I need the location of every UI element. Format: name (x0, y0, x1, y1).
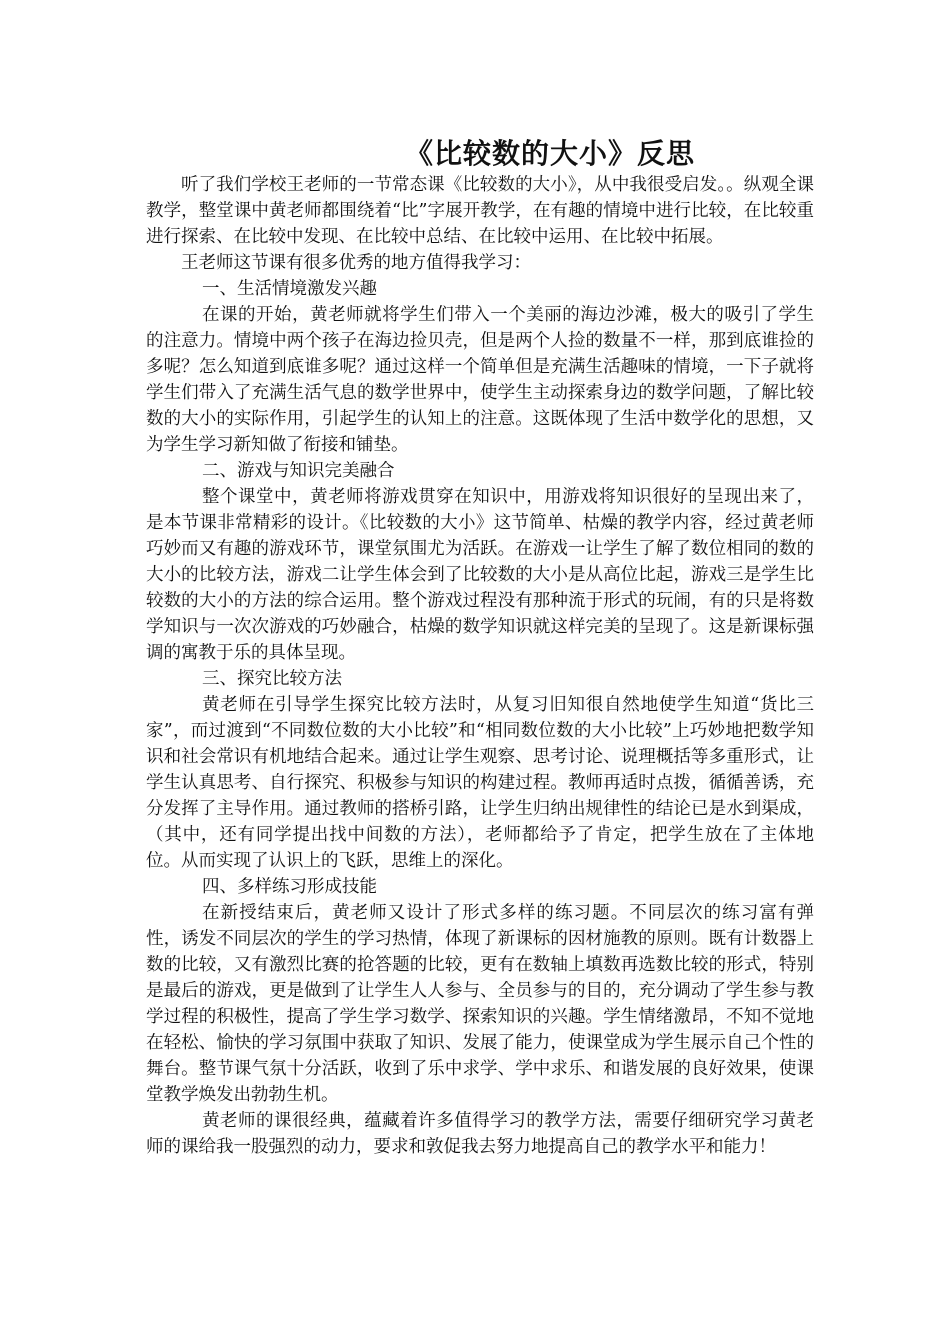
closing-paragraph: 黄老师的课很经典，蕴藏着许多值得学习的教学方法，需要仔细研究学习黄老师的课给我一股强烈的动力，要求和敦促我去努力地提高自己的教学水平和能力！ (146, 1111, 814, 1157)
paragraph-intro: 听了我们学校王老师的一节常态课《比较数的大小》，从中我很受启发。。纵观全课教学，整堂课中黄老师都围绕着“比”字展开教学，在有趣的情境中进行比较，在比较重进行探索、在比较中发现、在比较中总结、在比较中运用、在比较中拓展。 (146, 175, 814, 247)
section-heading-3: 三、探究比较方法 (202, 669, 342, 689)
document-body (146, 172, 814, 1160)
section-paragraph-4: 在新授结束后，黄老师又设计了形式多样的练习题。不同层次的练习富有弹性，诱发不同层次的学生的学习热情，体现了新课标的因材施教的原则。既有计数器上数的比较，又有激烈比赛的抢答题的比较，更有在数轴上填数再选数比较的形式，特别是最后的游戏，更是做到了让学生人人参与、全员参与的目的，充分调动了学生参与教学过程的积极性，提高了学生学习数学、探索知识的兴趣。学生情绪激昂，不知不觉地在轻松、愉快的学习氛围中获取了知识、发展了能力，使课堂成为学生展示自己个性的舞台。整节课气氛十分活跃，收到了乐中求学、学中求乐、和谐发展的良好效果，使课堂教学焕发出勃勃生机。 (146, 903, 814, 1105)
section-heading-2: 二、游戏与知识完美融合 (202, 461, 395, 481)
section-heading-1: 一、生活情境激发兴趣 (202, 279, 377, 299)
section-paragraph-3: 黄老师在引导学生探究比较方法时，从复习旧知很自然地使学生知道“货比三家”，而过渡到“不同数位数的大小比较”和“相同数位数的大小比较”上巧妙地把数学知识和社会常识有机地结合起来。通过让学生观察、思考讨论、说理概括等多重形式，让学生认真思考、自行探究、积极参与知识的构建过程。教师再适时点拨，循循善诱，充分发挥了主导作用。通过教师的搭桥引路，让学生归纳出规律性的结论已是水到渠成，（其中，还有同学提出找中间数的方法），老师都给予了肯定，把学生放在了主体地位。从而实现了认识上的飞跃，思维上的深化。 (146, 695, 814, 871)
document-title: 《比较数的大小》反思 (404, 137, 695, 170)
paragraph-lead: 王老师这节课有很多优秀的地方值得我学习： (181, 253, 531, 273)
section-paragraph-1: 在课的开始，黄老师就将学生们带入一个美丽的海边沙滩，极大的吸引了学生的注意力。情境中两个孩子在海边捡贝壳，但是两个人捡的数量不一样，那到底谁捡的多呢？怎么知道到底谁多呢？通过这样一个简单但是充满生活趣味的情境，一下子就将学生们带入了充满生活气息的数学世界中，使学生主动探索身边的数学问题，了解比较数的大小的实际作用，引起学生的认知上的注意。这既体现了生活中数学化的思想，又为学生学习新知做了衔接和铺垫。 (146, 305, 814, 455)
section-paragraph-2: 整个课堂中，黄老师将游戏贯穿在知识中，用游戏将知识很好的呈现出来了，是本节课非常精彩的设计。《比较数的大小》这节简单、枯燥的教学内容，经过黄老师巧妙而又有趣的游戏环节，课堂氛围尤为活跃。在游戏一让学生了解了数位相同的数的大小的比较方法，游戏二让学生体会到了比较数的大小是从高位比起，游戏三是学生比较数的大小的方法的综合运用。整个游戏过程没有那种流于形式的玩闹，有的只是将数学知识与一次次游戏的巧妙融合，枯燥的数学知识就这样完美的呈现了。这是新课标强调的寓教于乐的具体呈现。 (146, 487, 814, 663)
section-heading-4: 四、多样练习形成技能 (202, 877, 377, 897)
